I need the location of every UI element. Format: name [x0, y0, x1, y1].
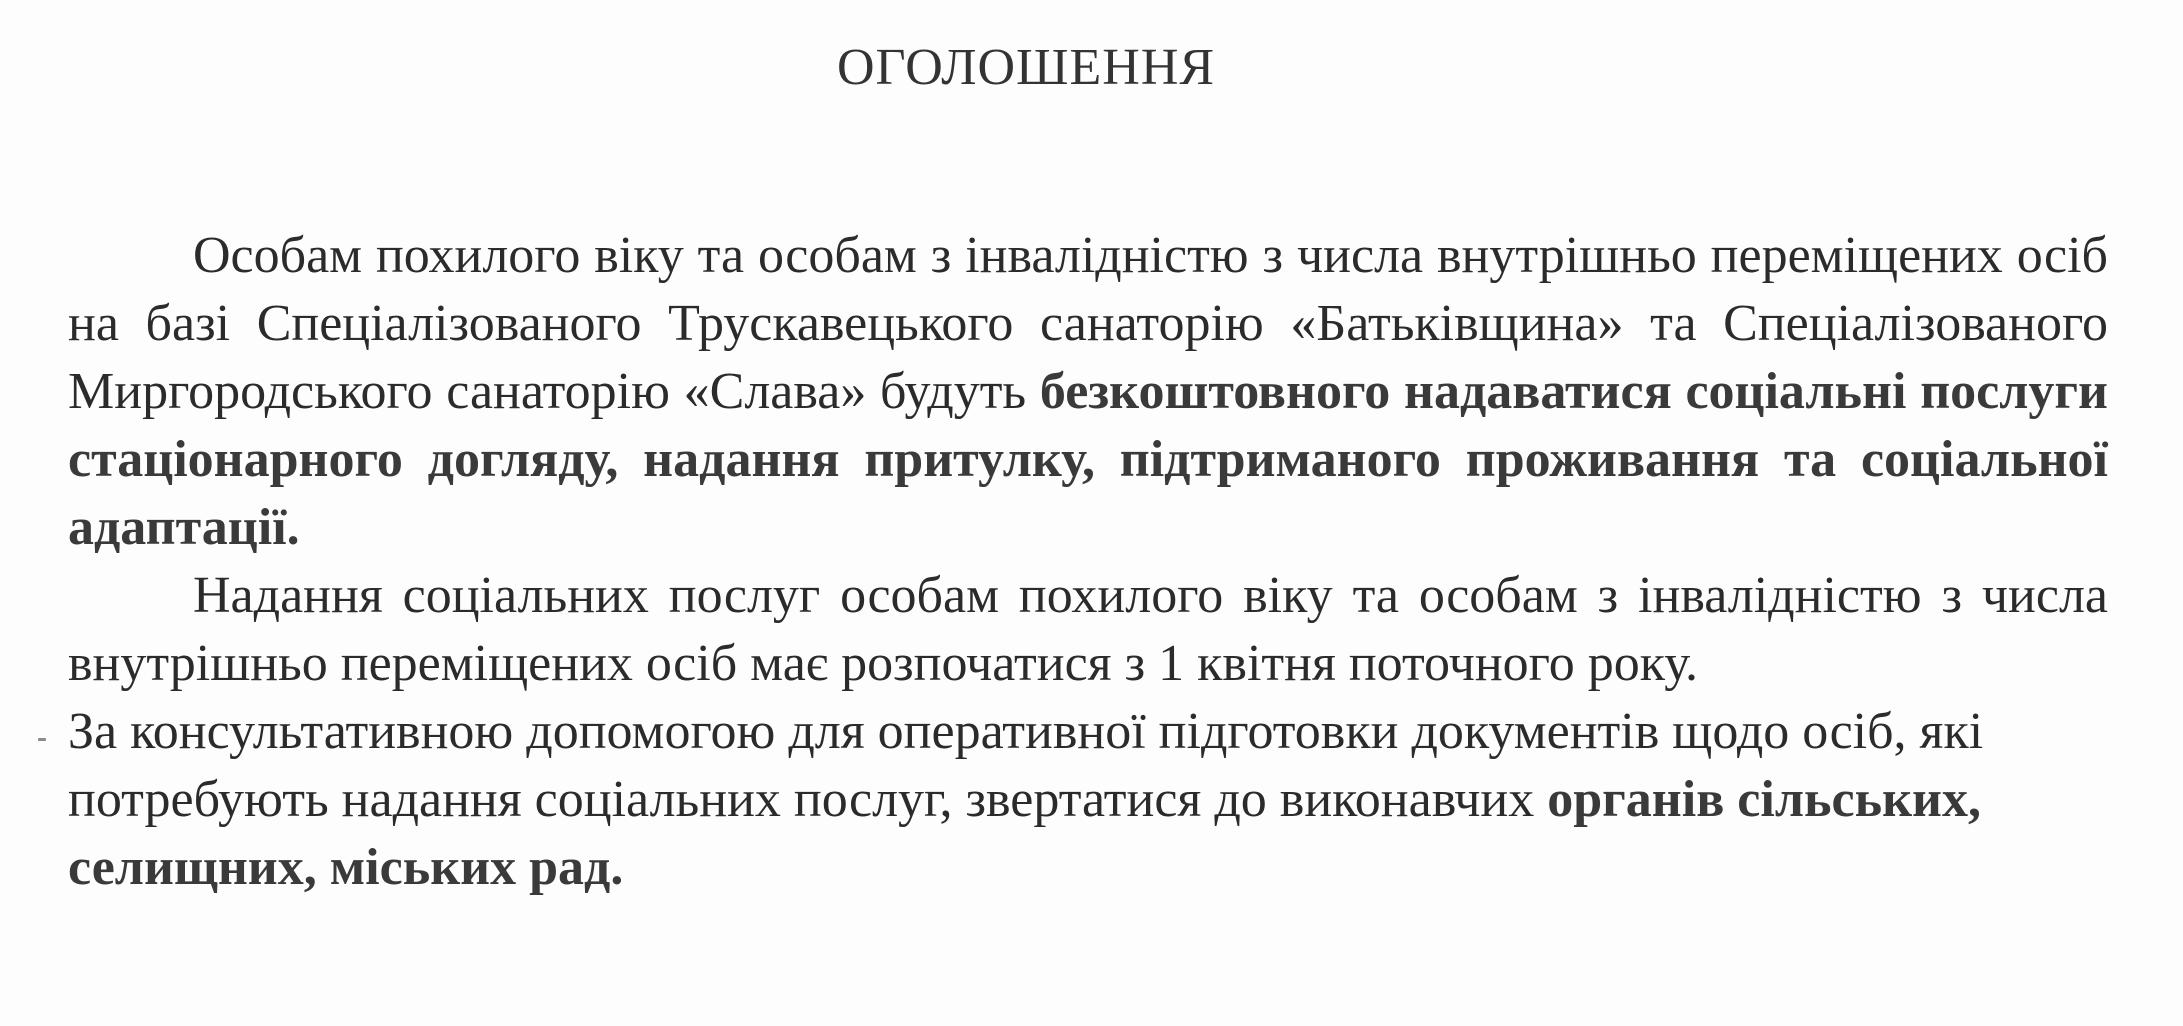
scan-speck — [38, 738, 46, 741]
paragraph-consultation-text: За консультативною допомогою для оперативної підготовки документів щодо осіб, які потребують надання соціальних послуг, звертатися до виконавчих — [68, 703, 1984, 828]
paragraph-eligibility-services: безкоштовного надаватися соціальні послуги стаціонарного догляду, надання притулку, підтриманого проживання та соціальної адаптації. — [68, 363, 2108, 556]
paragraph-start-date-text: Надання соціальних послуг особам похилого віку та особам з інвалідністю з числа внутрішньо переміщених осіб має розпочатися з 1 квітня поточного року. — [68, 567, 2108, 692]
paragraph-consultation — [68, 698, 2108, 902]
paragraph-start-date — [68, 562, 2108, 698]
paragraph-eligibility-text: Особам похилого віку та особам з інвалідністю з числа внутрішньо переміщених осіб на базі Спеціалізованого Трускавецького санаторію «Батьківщина» та Спеціалізованого Миргородського санаторію «Слава» будуть — [68, 227, 2108, 420]
paragraph-consultation-authorities: органів сільських, селищних, міських рад. — [68, 771, 1981, 896]
paragraph-eligibility — [68, 222, 2108, 562]
announcement-body — [68, 222, 2108, 902]
announcement-title: ОГОЛОШЕННЯ — [836, 39, 1216, 96]
